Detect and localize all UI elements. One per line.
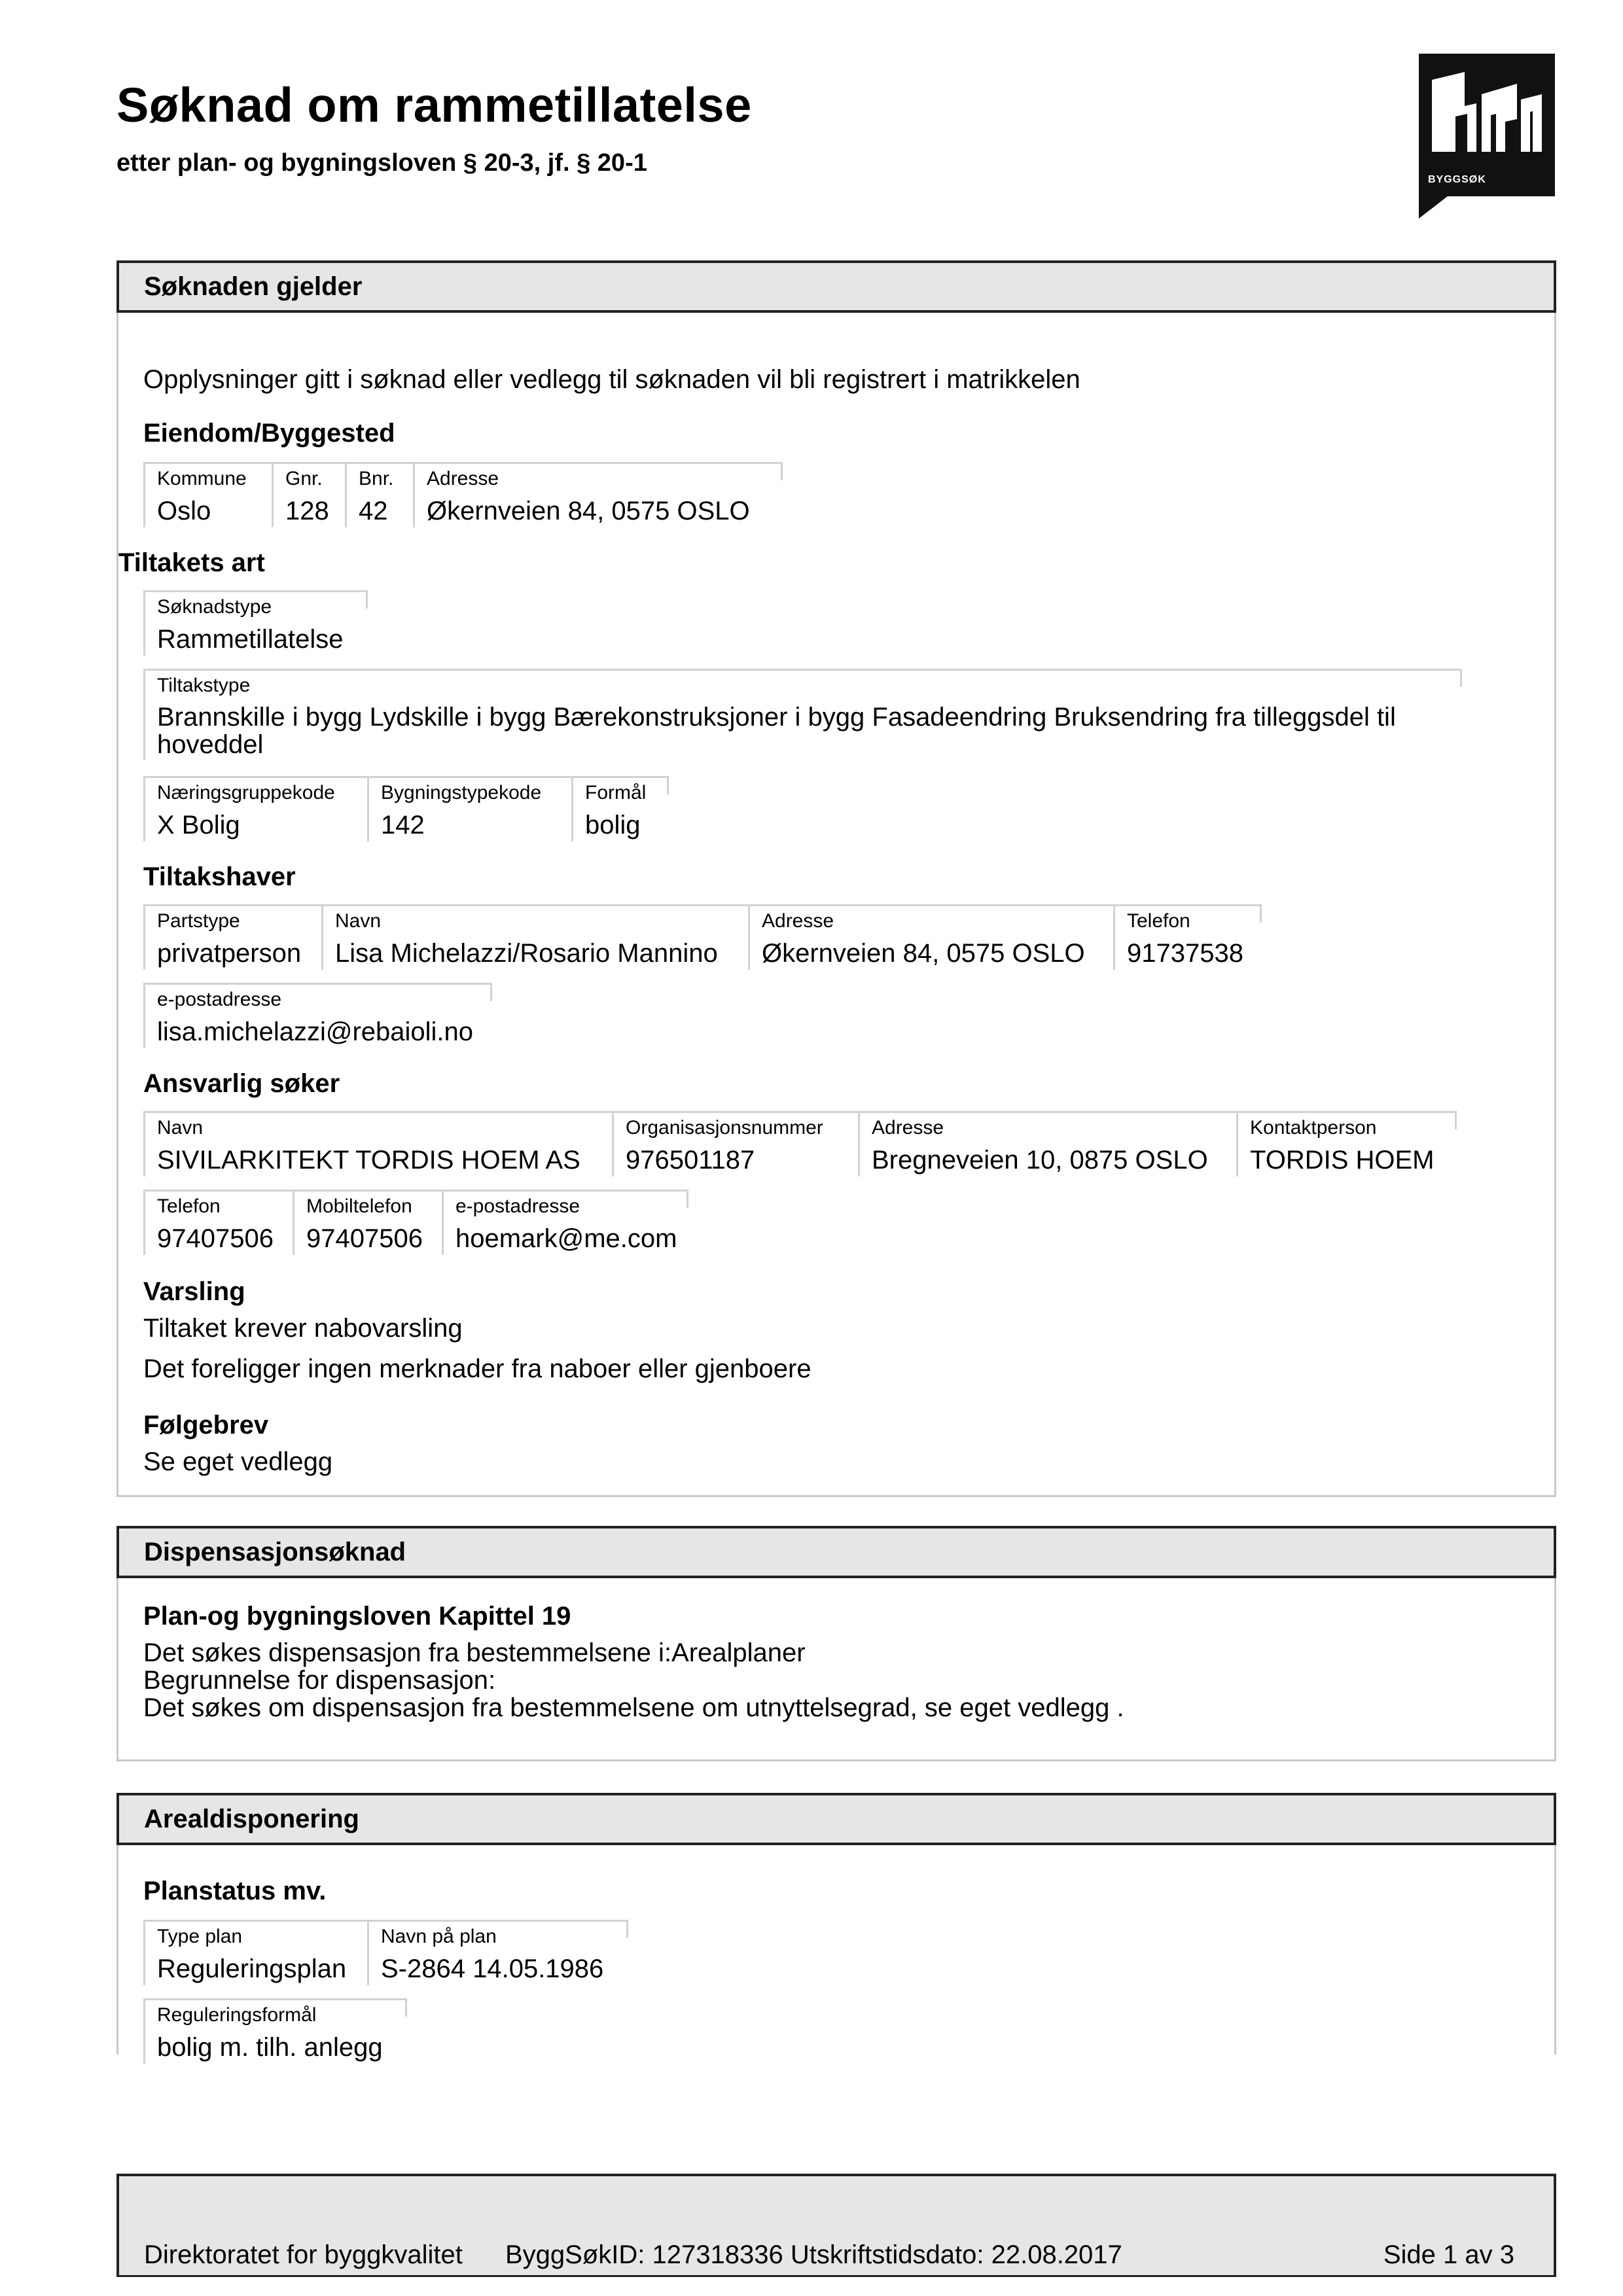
field-label: Navn xyxy=(157,1117,204,1139)
field-label: Navn på plan xyxy=(381,1926,497,1947)
field-bnr xyxy=(345,462,413,527)
field-label: Reguleringsformål xyxy=(157,2004,317,2026)
field-epostadresse xyxy=(143,983,490,1048)
field-value: X Bolig xyxy=(157,811,240,839)
field-value: 97407506 xyxy=(157,1224,274,1253)
field-label: Navn xyxy=(335,910,382,932)
field-value: Økernveien 84, 0575 OSLO xyxy=(427,497,750,525)
field-kontaktperson xyxy=(1236,1111,1455,1176)
logo-tail xyxy=(1419,196,1448,219)
field-value: Økernveien 84, 0575 OSLO xyxy=(762,939,1085,968)
field-label: Telefon xyxy=(157,1195,221,1217)
field-value: lisa.michelazzi@rebaioli.no xyxy=(157,1017,474,1046)
section-header: Søknaden gjelder xyxy=(116,260,1556,313)
field-adresse xyxy=(858,1111,1236,1176)
field-value: hoemark@me.com xyxy=(455,1224,677,1253)
field-value: 42 xyxy=(359,497,388,525)
page-subtitle: etter plan- og bygningsloven § 20-3, jf. § 20-1 xyxy=(116,149,647,177)
field-value: Rammetillatelse xyxy=(157,625,344,654)
heading-tiltakshaver: Tiltakshaver xyxy=(143,862,296,891)
field-label: Formål xyxy=(585,782,647,804)
field-value: privatperson xyxy=(157,939,302,968)
field-label: Bygningstypekode xyxy=(381,782,542,804)
field-naeringsgruppekode xyxy=(143,776,367,841)
field-mobiltelefon xyxy=(293,1190,442,1255)
field-adresse xyxy=(413,462,781,527)
field-label: e-postadresse xyxy=(157,989,282,1010)
field-value: 91737538 xyxy=(1127,939,1243,968)
folgebrev-text: Se eget vedlegg xyxy=(143,1447,333,1476)
field-label: Mobiltelefon xyxy=(306,1195,412,1217)
section-header: Dispensasjonsøknad xyxy=(116,1526,1556,1578)
field-value: 97407506 xyxy=(306,1224,423,1253)
field-value: 976501187 xyxy=(626,1146,755,1174)
field-value: Reguleringsplan xyxy=(157,1954,347,1983)
field-label: e-postadresse xyxy=(455,1195,580,1217)
heading-varsling: Varsling xyxy=(143,1277,245,1306)
field-value: TORDIS HOEM xyxy=(1250,1146,1435,1174)
field-kommune xyxy=(143,462,272,527)
heading-planstatus: Planstatus mv. xyxy=(143,1877,327,1905)
section-arealdisponering xyxy=(116,1793,1556,2062)
field-type-plan xyxy=(143,1920,367,1985)
field-value: SIVILARKITEKT TORDIS HOEM AS xyxy=(157,1146,580,1174)
field-label: Gnr. xyxy=(285,468,323,489)
footer-id: ByggSøkID: 127318336 Utskriftstidsdato: 22.08.2017 xyxy=(505,2240,1122,2269)
field-label: Kontaktperson xyxy=(1250,1117,1377,1139)
field-label: Telefon xyxy=(1127,910,1190,932)
field-label: Adresse xyxy=(427,468,499,489)
field-label: Søknadstype xyxy=(157,596,272,618)
field-adresse xyxy=(748,904,1113,970)
footer-org: Direktoratet for byggkvalitet xyxy=(144,2240,463,2269)
field-partstype xyxy=(143,904,321,970)
heading-eiendom: Eiendom/Byggested xyxy=(143,419,395,448)
heading-ansvarlig-soker: Ansvarlig søker xyxy=(143,1069,340,1098)
section-soknaden-gjelder xyxy=(116,260,1556,1497)
footer-page-number: Side 1 av 3 xyxy=(1383,2240,1514,2269)
field-organisasjonsnummer xyxy=(612,1111,858,1176)
field-value: 128 xyxy=(285,497,329,525)
field-label: Organisasjonsnummer xyxy=(626,1117,823,1139)
field-bygningstypekode xyxy=(367,776,571,841)
varsling-line: Tiltaket krever nabovarsling xyxy=(143,1314,463,1343)
field-navn-pa-plan xyxy=(367,1920,626,1985)
field-value: bolig m. tilh. anlegg xyxy=(157,2033,383,2062)
field-label: Adresse xyxy=(762,910,834,932)
logo-label: BYGGSØK xyxy=(1428,174,1486,185)
field-value: Brannskille i bygg Lydskille i bygg Bærekonstruksjoner i bygg Fasadeendring Bruksendring fra tilleggsdel til hoveddel xyxy=(157,703,1396,759)
dispensasjon-line: Det søkes dispensasjon fra bestemmelsene i:Arealplaner xyxy=(143,1638,806,1667)
page-title: Søknad om rammetillatelse xyxy=(116,78,752,132)
heading-tiltakets-art: Tiltakets art xyxy=(118,548,265,577)
field-value: Bregneveien 10, 0875 OSLO xyxy=(872,1146,1208,1174)
field-gnr xyxy=(272,462,345,527)
section-dispensasjonsoknad xyxy=(116,1526,1556,1761)
field-label: Adresse xyxy=(872,1117,944,1139)
field-tiltakstype xyxy=(143,669,1460,760)
intro-text: Opplysninger gitt i søknad eller vedlegg til søknaden vil bli registrert i matrikkelen xyxy=(143,365,1080,394)
varsling-line: Det foreligger ingen merknader fra naboer eller gjenboere xyxy=(143,1354,812,1383)
field-label: Type plan xyxy=(157,1926,243,1947)
field-soknadstype xyxy=(143,590,366,656)
field-epostadresse xyxy=(442,1190,687,1255)
field-reguleringsformal xyxy=(143,1998,405,2064)
dispensasjon-line: Det søkes om dispensasjon fra bestemmelsene om utnyttelsegrad, se eget vedlegg . xyxy=(143,1693,1124,1722)
field-value: bolig xyxy=(585,811,641,839)
heading-plan-og-bygningsloven: Plan-og bygningsloven Kapittel 19 xyxy=(143,1602,571,1631)
page-footer xyxy=(116,2174,1556,2277)
dispensasjon-line: Begrunnelse for dispensasjon: xyxy=(143,1666,496,1695)
field-value: 142 xyxy=(381,811,425,839)
field-value: Oslo xyxy=(157,497,211,525)
field-navn xyxy=(321,904,748,970)
field-label: Tiltakstype xyxy=(157,675,251,696)
field-telefon xyxy=(1113,904,1260,970)
field-value: Lisa Michelazzi/Rosario Mannino xyxy=(335,939,718,968)
field-telefon xyxy=(143,1190,293,1255)
field-label: Næringsgruppekode xyxy=(157,782,335,804)
field-label: Kommune xyxy=(157,468,247,489)
byggsok-logo xyxy=(1419,54,1555,196)
section-header: Arealdisponering xyxy=(116,1793,1556,1845)
field-formal xyxy=(571,776,667,841)
field-value: S-2864 14.05.1986 xyxy=(381,1954,604,1983)
field-label: Partstype xyxy=(157,910,240,932)
field-navn xyxy=(143,1111,612,1176)
field-label: Bnr. xyxy=(359,468,394,489)
heading-folgebrev: Følgebrev xyxy=(143,1411,269,1439)
